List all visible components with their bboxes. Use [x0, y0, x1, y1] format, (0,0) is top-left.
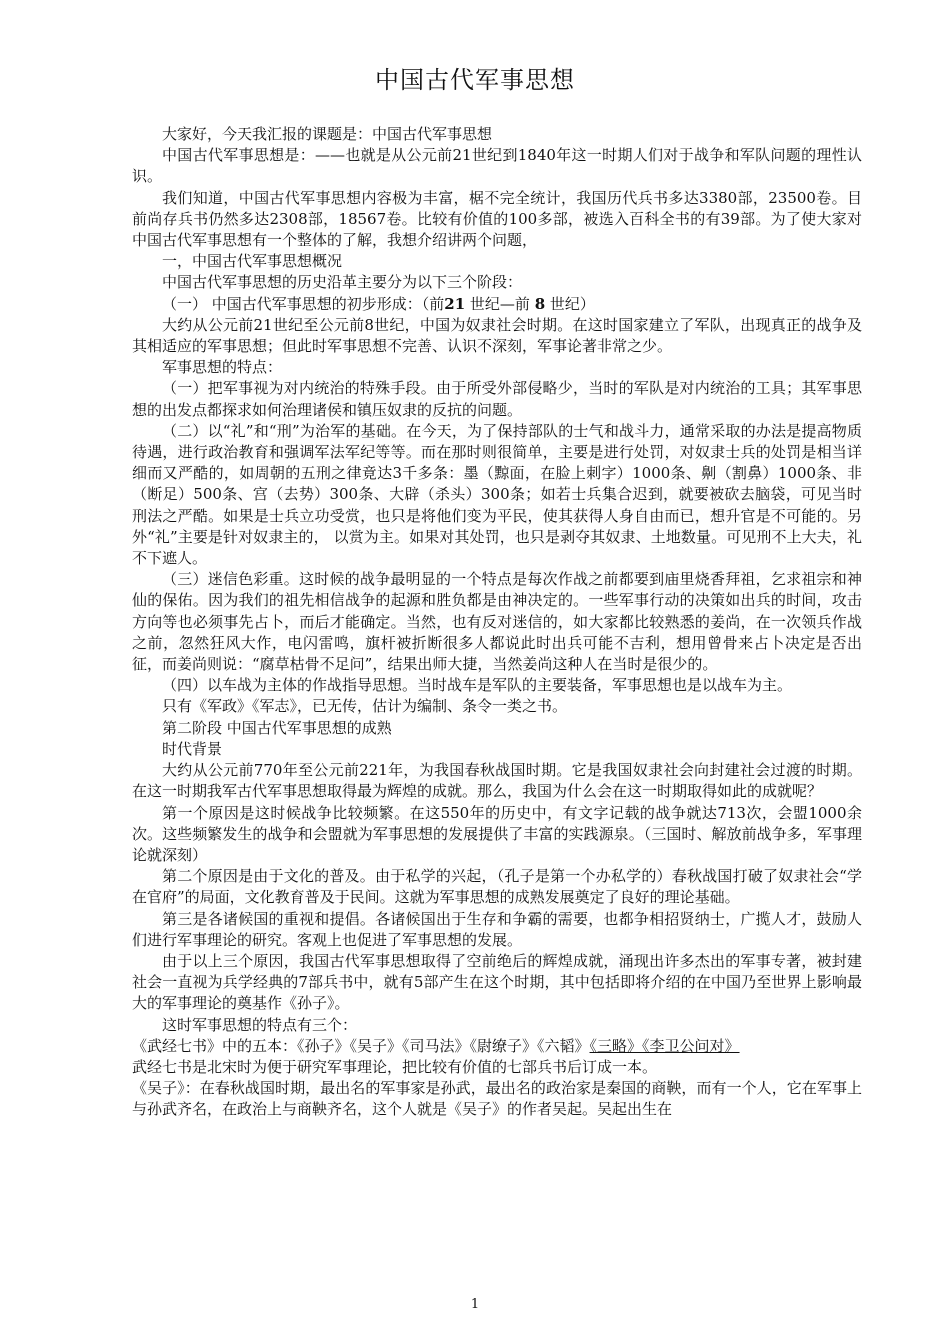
paragraph: 武经七书是北宋时为便于研究军事理论，把比较有价值的七部兵书后订成一本。 [132, 1057, 658, 1076]
paragraph: 《吴子》：在春秋战国时期，最出名的军事家是孙武，最出名的政治家是秦国的商鞅，而有一个人，它在军事上与孙武齐名，在政治上与商鞅齐名，这个人就是《吴子》的作者吴起。吴起出生在 [132, 1079, 862, 1119]
paragraph: 第三是各诸候国的重视和提倡。各诸候国出于生存和争霸的需要，也都争相招贤纳士，广揽人才，鼓励人们进行军事理论的研究。客观上也促进了军事思想的发展。 [132, 909, 862, 949]
paragraph: 由于以上三个原因，我国古代军事思想取得了空前绝后的辉煌成就，涌现出许多杰出的军事专著，被封建社会一直视为兵学经典的7部兵书中，就有5部产生在这个时期，其中包括即将介绍的在中国乃至世界上影响最大的军事理论的奠基作《孙子》。 [132, 951, 862, 1013]
paragraph: （四）以车战为主体的作战指导思想。当时战车是军队的主要装备，军事思想也是以战车为主。 [162, 676, 793, 695]
section-heading: 第二阶段 中国古代军事思想的成熟 [162, 718, 392, 737]
books-list [132, 1036, 862, 1057]
paragraph: 只有《军政》《军志》，已无传，估计为编制、条令一类之书。 [162, 697, 568, 716]
paragraph: 我们知道，中国古代军事思想内容极为丰富，椐不完全统计，我国历代兵书多达3380部，23500卷。目前尚存兵书仍然多达2308部，18567卷。比较有价值的100多部，被选入百科全书的有39部。为了使大家对中国古代军事思想有一个整体的了解，我想介绍讲两个问题， [132, 188, 862, 250]
stage-heading-text: 世纪—前 [465, 294, 535, 313]
books-underlined: 《三略》《李卫公问对》 [589, 1036, 740, 1055]
paragraph: 中国古代军事思想是：——也就是从公元前21世纪到1840年这一时期人们对于战争和军队问题的理性认识。 [132, 146, 862, 186]
document-body [132, 124, 862, 1121]
bold-number: 8 [534, 294, 546, 313]
paragraph: 中国古代军事思想的历史沿革主要分为以下三个阶段： [162, 273, 523, 292]
stage-heading-text: 世纪） [545, 294, 595, 313]
stage-heading-text: （一） 中国古代军事思想的初步形成：（前 [162, 294, 445, 313]
bold-number: 21 [444, 294, 466, 313]
books-list-text: 《武经七书》中的五本：《孙子》《吴子》《司马法》《尉缭子》《六韬》 [132, 1036, 590, 1055]
paragraph: 这时军事思想的特点有三个： [162, 1015, 358, 1034]
page-title: 中国古代军事思想 [375, 66, 575, 94]
paragraph: 大约从公元前770年至公元前221年，为我国春秋战国时期。它是我国奴隶社会向封建社会过渡的时期。在这一时期我军古代军事思想取得最为辉煌的成就。那么，我国为什么会在这一时期取得如此的成就呢？ [132, 761, 862, 801]
paragraph: （二）以“礼”和“刑”为治军的基础。在今天，为了保持部队的士气和战斗力，通常采取的办法是提高物质待遇，进行政治教育和强调军法军纪等等。而在那时则很简单，主要是进行处罚，对奴隶士兵的处罚是相当详细而又严酷的，如周朝的五刑之律竟达3千多条：墨（黥面，在脸上刺字）1000条、劓（割鼻）1000条、非（断足）500条、宫（去势）300条、大辟（杀头）300条；如若士兵集合迟到，就要被砍去脑袋，可见当时刑法之严酷。如果是士兵立功受赏，也只是将他们变为平民，使其获得人身自由而已，想升官是不可能的。另外“礼”主要是针对奴隶主的， 以赏为主。如果对其处罚，也只是剥夺其奴隶、土地数量。可见刑不上大夫，礼不下遮人。 [132, 421, 862, 568]
paragraph: 第一个原因是这时候战争比较频繁。在这550年的历史中，有文字记载的战争就达713次，会盟1000余次。这些频繁发生的战争和会盟就为军事思想的发展提供了丰富的实践源泉。（三国时、解放前战争多，军事理论就深刻） [132, 803, 862, 864]
paragraph: （三）迷信色彩重。这时候的战争最明显的一个特点是每次作战之前都要到庙里烧香拜祖，乞求祖宗和神仙的保佑。因为我们的祖先相信战争的起源和胜负都是由神决定的。一些军事行动的决策如出兵的时间，攻击方向等也必须事先占卜，而后才能确定。当然，也有反对迷信的，如大家都比较熟悉的姜尚，在一次领兵作战之前，忽然狂风大作，电闪雷鸣，旗杆被折断很多人都说此时出兵可能不吉利，想用曾骨来占卜决定是否出征，而姜尚则说：“腐草枯骨不足问”，结果出师大捷，当然姜尚这种人在当时是很少的。 [132, 570, 862, 674]
stage-heading [132, 294, 862, 315]
paragraph: 第二个原因是由于文化的普及。由于私学的兴起，（孔子是第一个办私学的）春秋战国打破了奴隶社会“学在官府”的局面，文化教育普及于民间。这就为军事思想的成熟发展奠定了良好的理论基础。 [132, 867, 862, 907]
paragraph: 时代背景 [162, 739, 223, 758]
paragraph: （一）把军事视为对内统治的特殊手段。由于所受外部侵略少，当时的军队是对内统治的工具；其军事思想的出发点都探求如何治理诸侯和镇压奴隶的反抗的问题。 [132, 379, 862, 419]
section-heading: 一，中国古代军事思想概况 [162, 252, 343, 271]
paragraph: 大约从公元前21世纪至公元前8世纪，中国为奴隶社会时期。在这时国家建立了军队，出现真正的战争及其相适应的军事思想；但此时军事思想不完善、认识不深刻，军事论著非常之少。 [132, 315, 862, 356]
page-number: 1 [470, 1297, 480, 1312]
paragraph: 大家好，今天我汇报的课题是：中国古代军事思想 [162, 125, 493, 143]
paragraph: 军事思想的特点： [162, 358, 283, 377]
